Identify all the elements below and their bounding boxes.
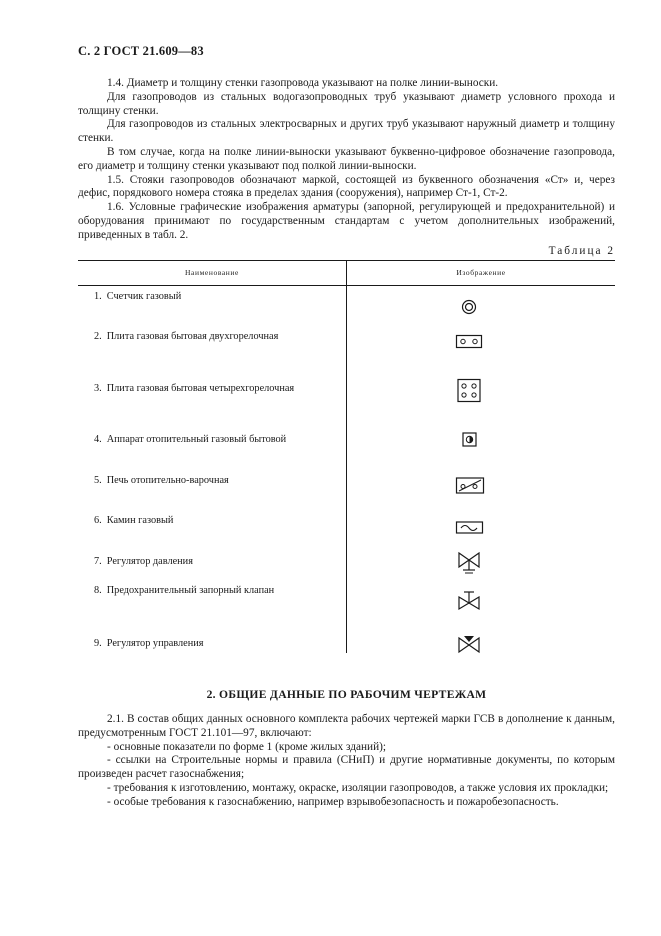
pressure-regulator-icon — [451, 548, 487, 576]
four-burner-stove-icon — [451, 377, 487, 405]
row-number: 4. — [94, 434, 102, 445]
row-name: Плита газовая бытовая четырехгорелочная — [106, 383, 295, 394]
list-item: - ссылки на Строительные нормы и правила (СНиП) и другие нормативные документы, по которым произведен расчет газоснабжения; — [78, 754, 615, 781]
safety-shutoff-valve-icon — [451, 588, 487, 616]
gas-fireplace-icon — [451, 514, 487, 542]
paragraph: 1.4. Диаметр и толщину стенки газопровода указывают на полке линии-выноски. — [107, 77, 499, 89]
row-number: 5. — [94, 475, 102, 486]
table-row — [94, 475, 229, 486]
row-number: 6. — [94, 515, 102, 526]
paragraph: 1.5. Стояки газопроводов обозначают маркой, состоящей из буквенного обозначения «Ст» и, через дефис, порядкового номера стояка в пределах здания (сооружения), например Ст-1, Ст-2. — [78, 173, 615, 200]
section2-text — [78, 713, 615, 810]
row-number: 8. — [94, 585, 102, 596]
row-name: Счетчик газовый — [106, 291, 182, 302]
gas-heater-icon — [451, 426, 487, 454]
table-row — [94, 434, 286, 445]
list-item: - требования к изготовлению, монтажу, окраске, изоляции газопроводов, а также условия их прокладки; — [107, 781, 609, 794]
table-row — [94, 331, 278, 342]
row-number: 3. — [94, 383, 102, 394]
table-caption: Таблица 2 — [548, 245, 615, 257]
intro-text — [78, 77, 615, 243]
row-name: Предохранительный запорный клапан — [106, 585, 275, 596]
paragraph: Для газопроводов из стальных водогазопроводных труб указывают диаметр условного прохода и толщину стенки. — [78, 90, 615, 117]
table-row — [94, 556, 193, 567]
paragraph: 2.1. В состав общих данных основного комплекта рабочих чертежей марки ГСВ в дополнение к данным, предусмотренным ГОСТ 21.101—97, включают: — [78, 713, 615, 739]
paragraph: Для газопроводов из стальных электросварных и других труб указывают наружный диаметр и толщину стенки. — [78, 118, 615, 145]
row-name: Плита газовая бытовая двухгорелочная — [106, 331, 279, 342]
table-column-divider — [346, 260, 347, 653]
section-title: 2. ОБЩИЕ ДАННЫЕ ПО РАБОЧИМ ЧЕРТЕЖАМ — [206, 688, 487, 701]
table-row — [94, 585, 274, 596]
row-name: Камин газовый — [106, 515, 174, 526]
row-name: Аппарат отопительный газовый бытовой — [106, 434, 287, 445]
control-regulator-icon — [451, 630, 487, 658]
row-name: Регулятор давления — [106, 556, 193, 567]
table-row — [94, 291, 181, 302]
column-header-image: Изображение — [456, 268, 506, 277]
paragraph: 1.6. Условные графические изображения арматуры (запорной, регулирующей и предохранительной) и оборудования принимают по государственным стандартам с учетом дополнительных изображений, приведенных в табл. 2. — [78, 201, 615, 241]
row-number: 7. — [94, 556, 102, 567]
paragraph: В том случае, когда на полке линии-выноски указывают буквенно-цифровое обозначение газопровода, его диаметр и толщину стенки указывают под полкой линии-выноски. — [78, 145, 615, 172]
table-row — [94, 515, 173, 526]
row-number: 9. — [94, 638, 102, 649]
heating-cooking-stove-icon — [451, 472, 487, 500]
two-burner-stove-icon — [451, 328, 487, 356]
page-header: С. 2 ГОСТ 21.609—83 — [78, 44, 204, 58]
list-item: - основные показатели по форме 1 (кроме жилых зданий); — [107, 740, 387, 753]
row-number: 1. — [94, 291, 102, 302]
row-name: Печь отопительно-варочная — [106, 475, 229, 486]
gas-meter-icon — [451, 293, 487, 321]
table-row — [94, 383, 294, 394]
row-number: 2. — [94, 331, 102, 342]
list-item: - особые требования к газоснабжению, например взрывобезопасность и пожаробезопасность. — [107, 795, 559, 808]
column-header-name: Наименование — [185, 268, 239, 277]
table-row — [94, 638, 204, 649]
row-name: Регулятор управления — [106, 638, 204, 649]
